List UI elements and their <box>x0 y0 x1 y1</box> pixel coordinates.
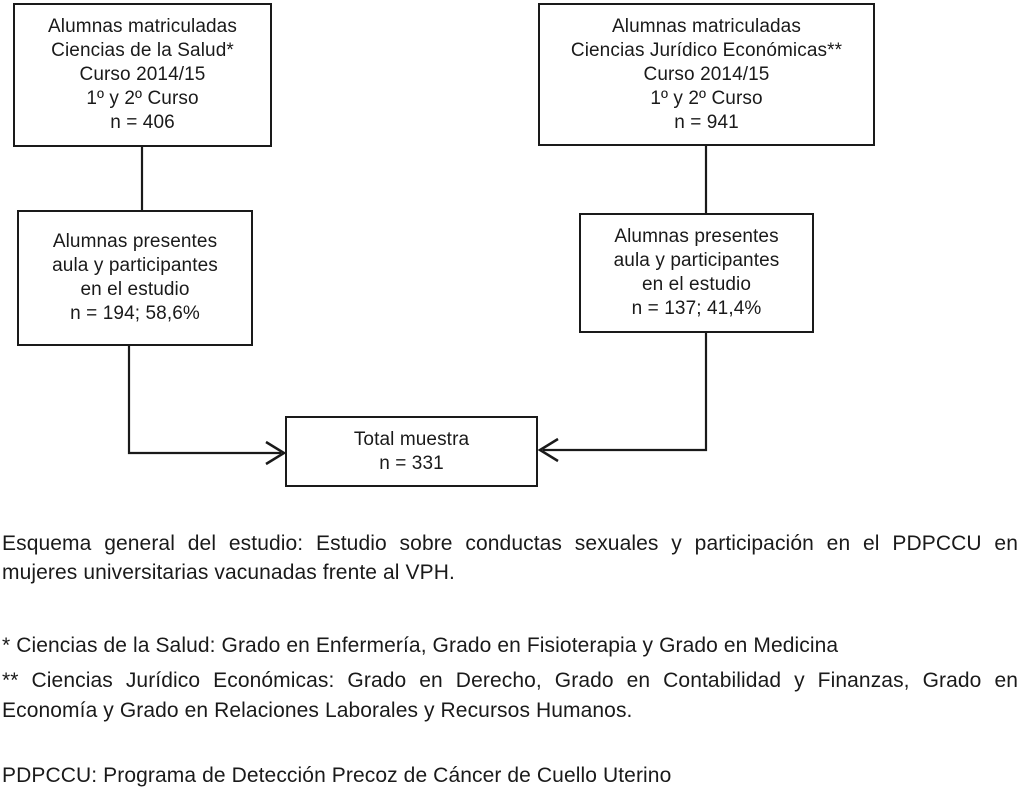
box-text-line: en el estudio <box>80 279 190 300</box>
footnote-salud <box>2 632 1018 660</box>
box-text-line: Alumnas matriculadas <box>48 16 237 37</box>
arrowhead-right-icon <box>266 442 284 464</box>
box-text-line: 1º y 2º Curso <box>86 88 199 109</box>
footnote-line: ** Ciencias Jurídico Económicas: Grado en Derecho, Grado en Contabilidad y Finanzas, Grado en <box>2 669 1018 692</box>
flow-box-juridico-enrolled <box>538 3 875 146</box>
box-text-line: n = 406 <box>110 112 175 133</box>
box-text-line: n = 137; 41,4% <box>631 298 762 319</box>
figure-caption <box>2 529 1018 587</box>
box-text-line: Ciencias de la Salud* <box>51 40 234 61</box>
box-text-line: Alumnas matriculadas <box>612 15 801 37</box>
box-text-line: aula y participantes <box>52 255 218 276</box>
box-text-line: Total muestra <box>353 428 470 450</box>
box-text-line: Curso 2014/15 <box>643 63 770 85</box>
box-text-line: Alumnas presentes <box>52 231 218 252</box>
abbreviation-line: PDPCCU: Programa de Detección Precoz de Cáncer de Cuello Uterino <box>2 764 672 787</box>
box-text-line: Alumnas presentes <box>614 226 779 247</box>
connector-salud-to-total <box>129 346 281 453</box>
box-text-line: 1º y 2º Curso <box>650 87 763 109</box>
connector-juridico-to-total <box>543 333 706 450</box>
flow-box-total <box>285 416 538 487</box>
footnote-line: * Ciencias de la Salud: Grado en Enfermería, Grado en Fisioterapia y Grado en Medicina <box>2 634 839 657</box>
abbreviation-note <box>2 762 1018 790</box>
box-text-line: en el estudio <box>641 274 752 295</box>
box-text-line: n = 194; 58,6% <box>70 303 200 324</box>
caption-line: Esquema general del estudio: Estudio sobre conductas sexuales y participación en el PDPCCU en <box>2 532 1018 555</box>
box-text-line: n = 331 <box>379 452 444 474</box>
footnote-juridico <box>2 666 1018 726</box>
box-text-line: n = 941 <box>674 111 739 133</box>
arrowhead-left-icon <box>540 439 558 461</box>
footnote-line: Economía y Grado en Relaciones Laborales y Recursos Humanos. <box>2 699 633 722</box>
caption-line: mujeres universitarias vacunadas frente al VPH. <box>2 561 455 584</box>
flow-box-salud-enrolled <box>13 3 272 147</box>
box-text-line: Curso 2014/15 <box>79 64 206 85</box>
box-text-line: aula y participantes <box>613 250 780 271</box>
flow-box-salud-present <box>17 210 253 346</box>
box-text-line: Ciencias Jurídico Económicas** <box>570 39 843 61</box>
flow-box-juridico-present <box>579 213 814 333</box>
